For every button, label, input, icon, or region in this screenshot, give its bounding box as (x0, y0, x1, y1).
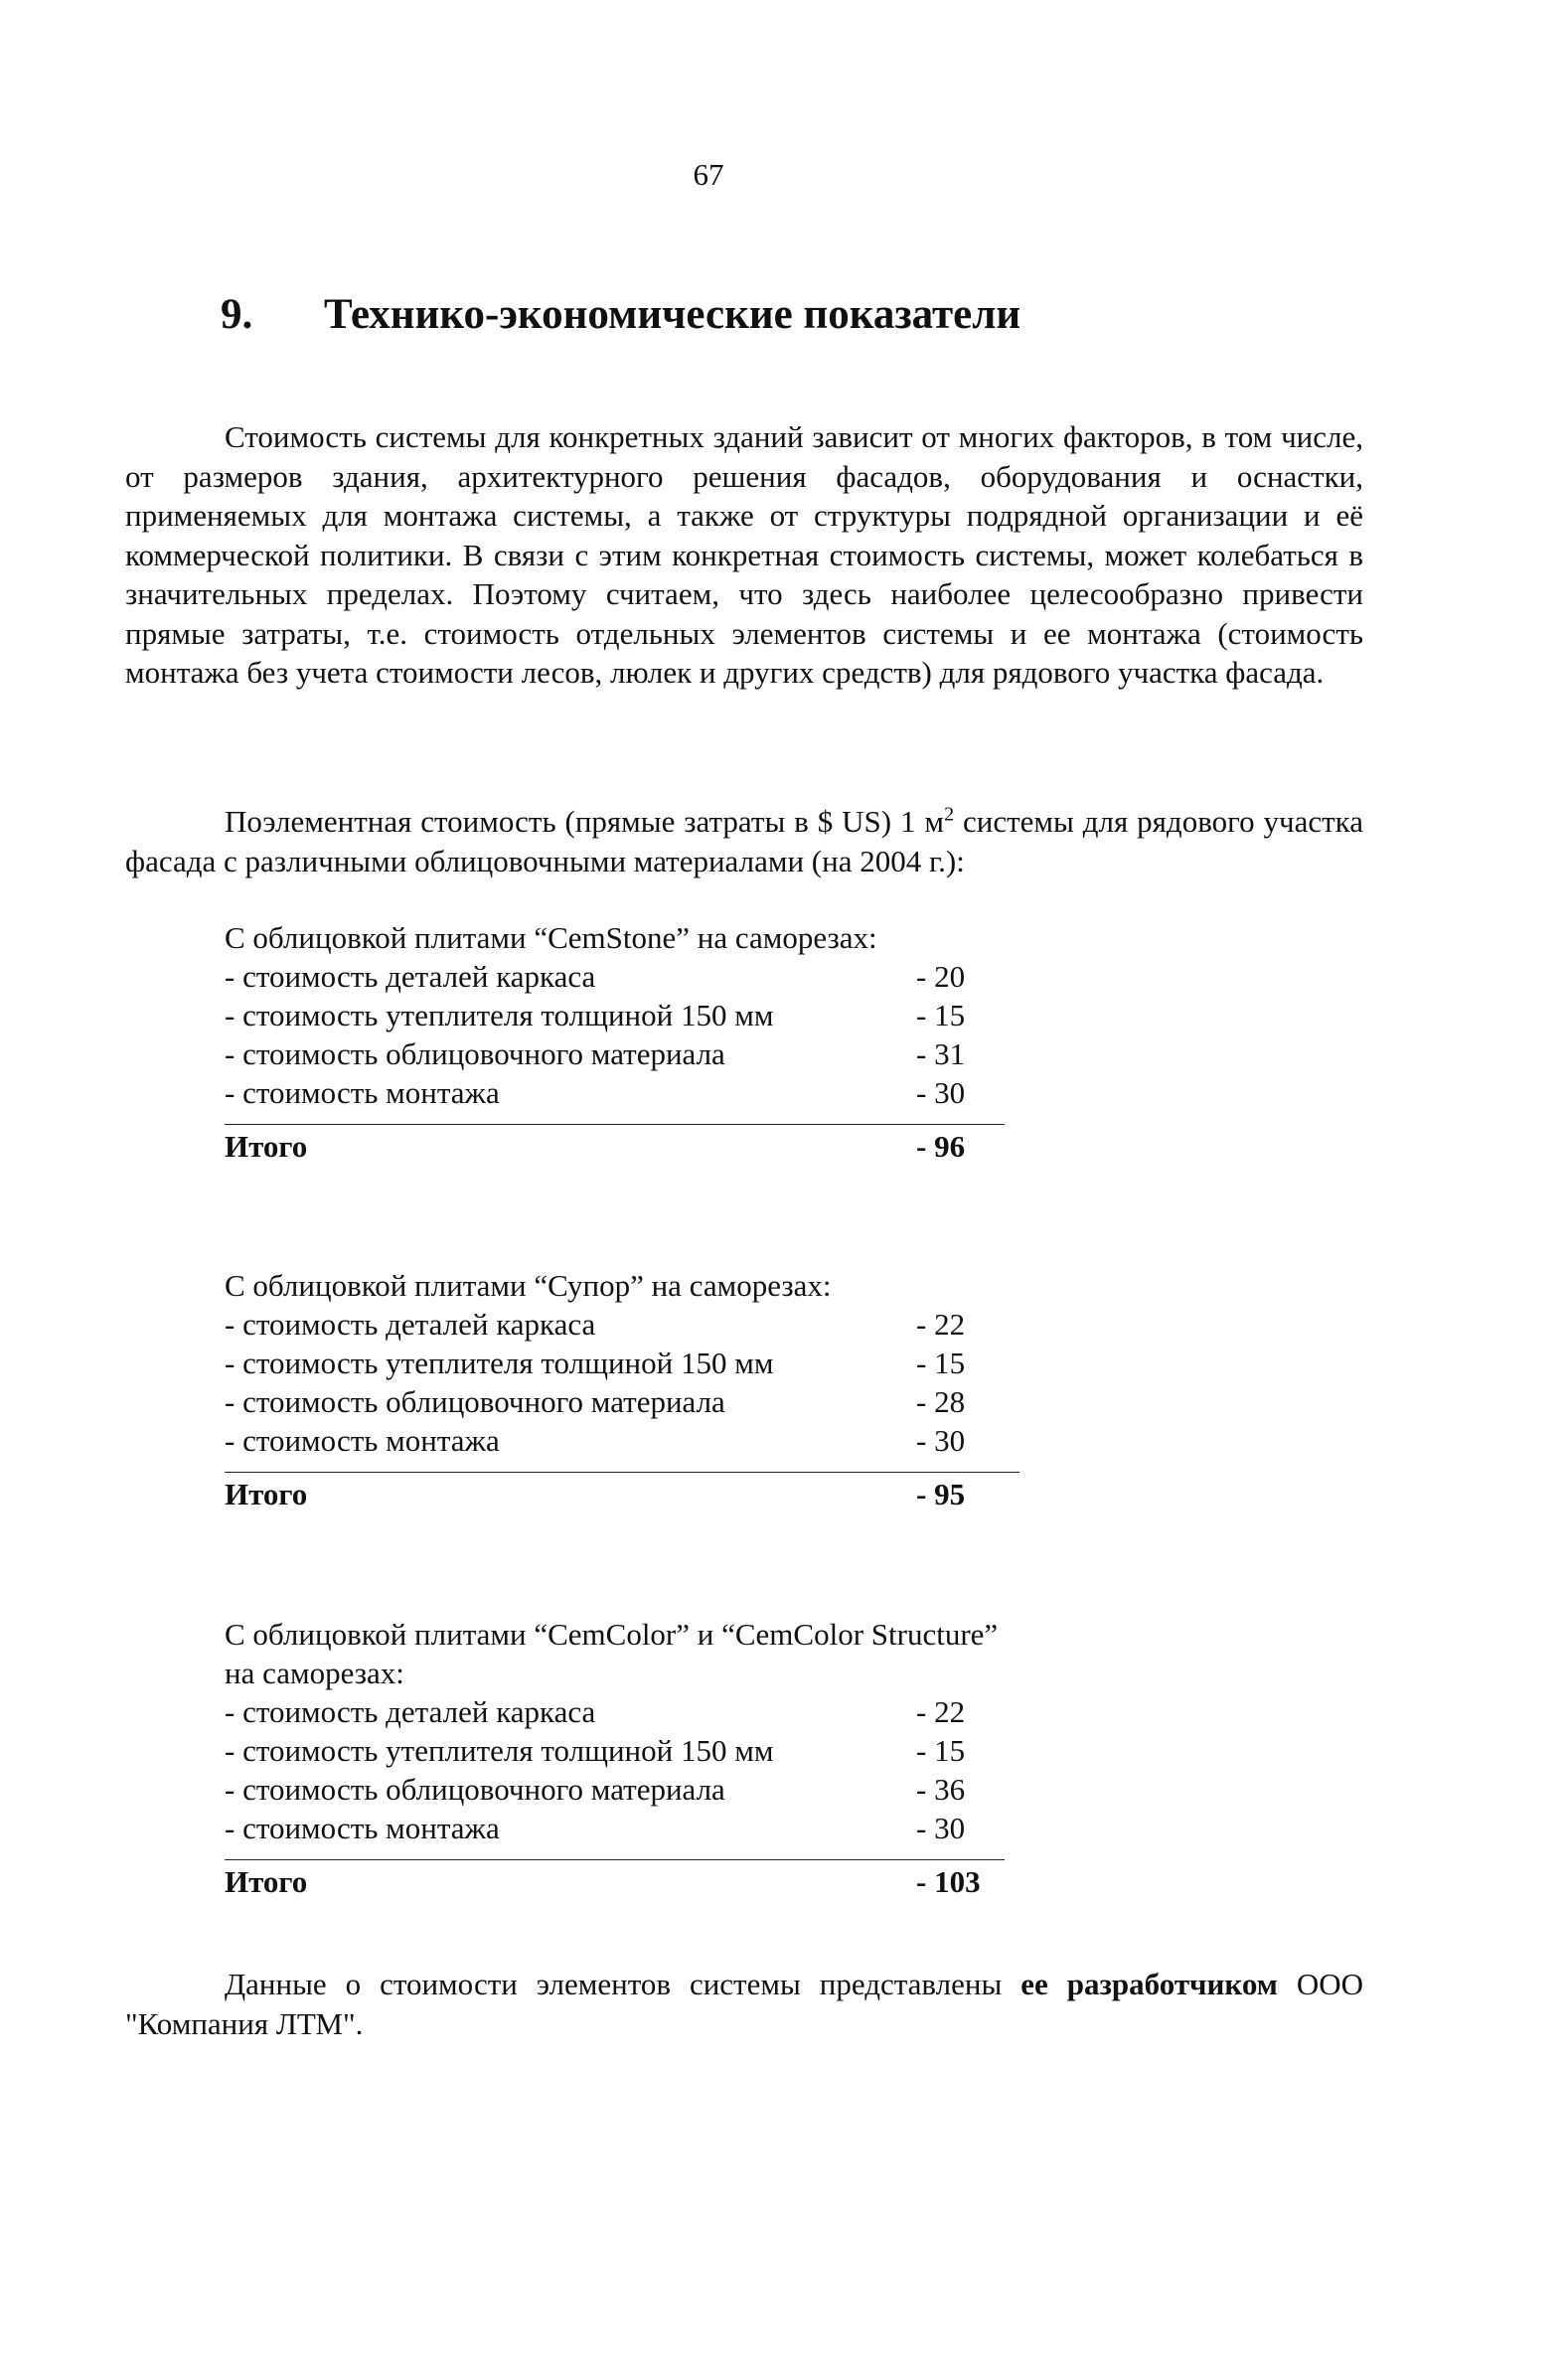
cost-row (225, 1809, 1019, 1847)
cost-row-value: - 31 (916, 1036, 966, 1071)
cost-row (225, 1073, 1019, 1112)
cost-row-value: - 15 (916, 998, 966, 1032)
cost-block-title: С облицовкой плитами “CemColor” и “CemColor Structure” (225, 1617, 999, 1652)
intro-paragraph (125, 417, 1363, 693)
cost-row (225, 996, 1019, 1034)
cost-row-label: - стоимость облицовочного материала (225, 1384, 725, 1419)
total-value: - 103 (916, 1864, 981, 1899)
total-value: - 96 (916, 1129, 966, 1164)
total-label: Итого (225, 1129, 308, 1164)
section-heading (221, 290, 1020, 339)
cost-block-supor (225, 1266, 1019, 1514)
cost-row (225, 1421, 1019, 1460)
cost-row-value: - 30 (916, 1075, 966, 1110)
cost-intro-superscript: 2 (944, 803, 955, 826)
total-label: Итого (225, 1477, 308, 1511)
cost-row (225, 1034, 1019, 1073)
total-row (225, 1127, 1019, 1167)
cost-row-value: - 22 (916, 1694, 966, 1729)
cost-row (225, 1305, 1019, 1344)
cost-block-title-line2: на саморезах: (225, 1656, 404, 1690)
cost-block-title: С облицовкой плитами “CemStone” на саморезах: (225, 920, 877, 955)
cost-intro-text-rest: системы для рядового участка фасада с различными облицовочными материалами (на 2004 г.): (125, 804, 1363, 878)
cost-row-label: - стоимость деталей каркаса (225, 959, 596, 994)
total-value: - 95 (916, 1477, 966, 1511)
cost-row-label: - стоимость утеплителя толщиной 150 мм (225, 998, 774, 1032)
total-divider (225, 1124, 1005, 1125)
intro-paragraph-text: Стоимость системы для конкретных зданий зависит от многих факторов, в том числе, от размеров здания, архитектурного решения фасадов, оборудования и оснастки, применяемых для монтажа системы, а также от структуры подрядной организации и её коммерческой политики. В связи с этим конкретная стоимость системы, может колебаться в значительных пределах. Поэтому считаем, что здесь наиболее целесообразно привести прямые затраты, т.е. стоимость отдельных элементов системы и ее монтажа (стоимость монтажа без учета стоимости лесов, люлек и других средств) для рядового участка фасада. (125, 419, 1363, 690)
cost-row-value: - 30 (916, 1423, 966, 1458)
total-row (225, 1862, 1019, 1902)
cost-row-value: - 15 (916, 1733, 966, 1768)
cost-row (225, 1382, 1019, 1421)
cost-block-cemstone (225, 918, 1019, 1167)
cost-row-value: - 22 (916, 1307, 966, 1342)
cost-row-label: - стоимость монтажа (225, 1423, 500, 1458)
cost-row-value: - 30 (916, 1811, 966, 1845)
total-divider (225, 1859, 1005, 1860)
cost-row-value: - 20 (916, 959, 966, 994)
cost-row-label: - стоимость облицовочного материала (225, 1036, 725, 1071)
closing-paragraph (125, 1965, 1363, 2043)
total-label: Итого (225, 1864, 308, 1899)
total-row (225, 1475, 1019, 1514)
closing-text-end: ООО "Компания ЛТМ". (125, 1967, 1363, 2041)
section-title: Технико-экономические показатели (324, 291, 1021, 338)
cost-row (225, 1692, 1019, 1731)
cost-block-title: С облицовкой плитами “Супор” на саморезах: (225, 1268, 832, 1303)
cost-row-value: - 28 (916, 1384, 966, 1419)
cost-row (225, 1344, 1019, 1382)
cost-row-label: - стоимость монтажа (225, 1075, 500, 1110)
cost-row-value: - 15 (916, 1346, 966, 1380)
cost-row (225, 957, 1019, 996)
cost-intro-paragraph (125, 802, 1363, 880)
cost-row-label: - стоимость деталей каркаса (225, 1694, 596, 1729)
cost-row-value: - 36 (916, 1772, 966, 1807)
cost-intro-text: Поэлементная стоимость (прямые затраты в $ US) 1 м (225, 804, 945, 839)
total-divider (225, 1472, 1019, 1473)
closing-text-bold: ее разработчиком (1020, 1967, 1278, 2001)
cost-row-label: - стоимость утеплителя толщиной 150 мм (225, 1733, 774, 1768)
closing-text: Данные о стоимости элементов системы представлены (225, 1967, 1021, 2001)
cost-block-cemcolor (225, 1615, 1019, 1902)
cost-row-label: - стоимость деталей каркаса (225, 1307, 596, 1342)
cost-row (225, 1731, 1019, 1770)
cost-row-label: - стоимость облицовочного материала (225, 1772, 725, 1807)
cost-row-label: - стоимость утеплителя толщиной 150 мм (225, 1346, 774, 1380)
section-number: 9. (221, 291, 253, 338)
cost-row (225, 1770, 1019, 1809)
cost-row-label: - стоимость монтажа (225, 1811, 500, 1845)
page-number: 67 (693, 157, 724, 192)
